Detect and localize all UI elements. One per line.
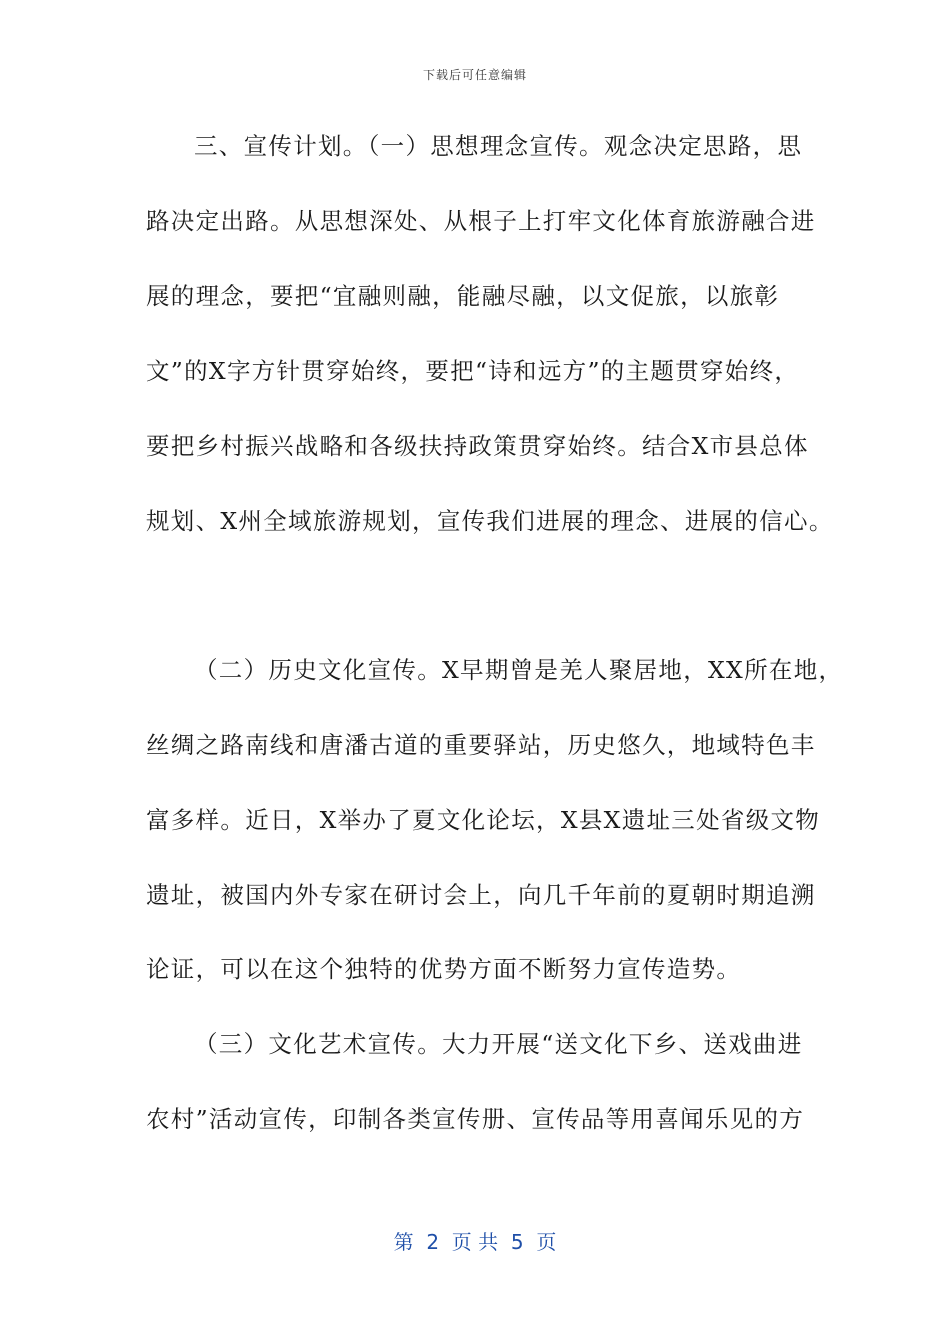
paragraph-3-line-1: （三）文化艺术宣传。大力开展“送文化下乡、送戏曲进 <box>194 1030 803 1058</box>
page-header: 下载后可任意编辑 <box>422 68 527 82</box>
paragraph-2-line-5: 论证，可以在这个独特的优势方面不断努力宣传造势。 <box>146 955 742 983</box>
paragraph-1-line-2: 路决定出路。从思想深处、从根子上打牢文化体育旅游融合进 <box>146 207 816 235</box>
paragraph-1-line-3: 展的理念，要把“宜融则融，能融尽融，以文促旅，以旅彰 <box>146 282 780 310</box>
paragraph-2-line-3: 富多样。近日，X举办了夏文化论坛，X县X遗址三处省级文物 <box>146 806 821 834</box>
page-number-footer: 第 2 页 共 5 页 <box>393 1230 557 1254</box>
paragraph-2-line-1: （二）历史文化宣传。X早期曾是羌人聚居地，XX所在地， <box>194 656 844 684</box>
paragraph-3-line-2: 农村”活动宣传，印制各类宣传册、宣传品等用喜闻乐见的方 <box>146 1105 805 1133</box>
paragraph-2-line-2: 丝绸之路南线和唐潘古道的重要驿站，历史悠久，地域特色丰 <box>146 731 816 759</box>
paragraph-1-line-4: 文”的X字方针贯穿始终，要把“诗和远方”的主题贯穿始终， <box>146 357 800 385</box>
paragraph-1-line-6: 规划、X州全域旅游规划，宣传我们进展的理念、进展的信心。 <box>146 507 834 535</box>
paragraph-1-line-1: 三、宣传计划。（一）思想理念宣传。观念决定思路，思 <box>194 132 803 160</box>
paragraph-2-line-4: 遗址，被国内外专家在研讨会上，向几千年前的夏朝时期追溯 <box>146 881 816 909</box>
paragraph-1-line-5: 要把乡村振兴战略和各级扶持政策贯穿始终。结合X市县总体 <box>146 432 809 460</box>
